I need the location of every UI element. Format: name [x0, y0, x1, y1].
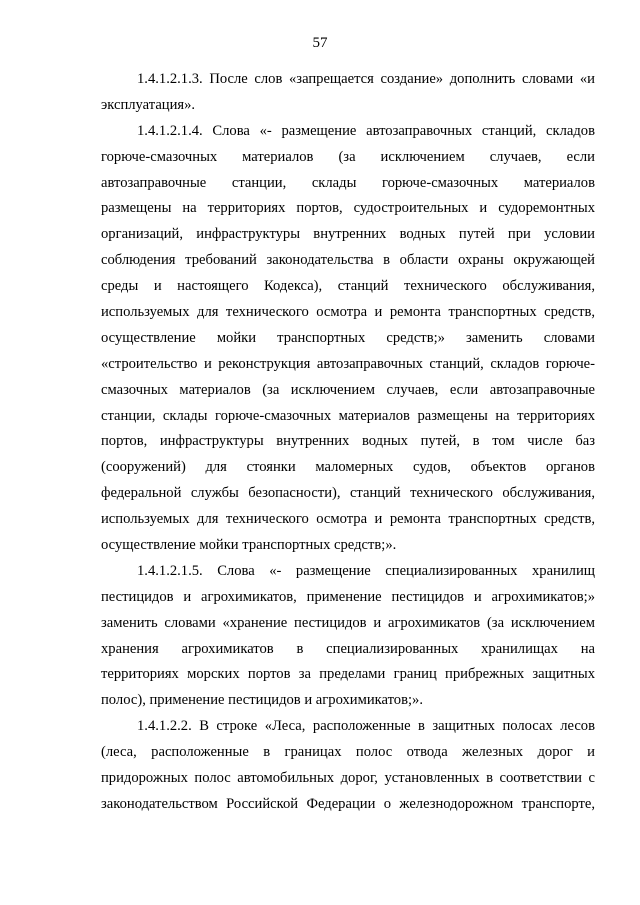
text-line: соблюдения требований законодательства в области охраны окружающей [101, 252, 595, 269]
text-line: (сооружений) для стоянки маломерных судов, объектов органов [101, 459, 595, 476]
text-line: законодательством Российской Федерации о железнодорожном транспорте, [101, 795, 595, 812]
text-line: 1.4.1.2.1.3. После слов «запрещается создание» дополнить словами «и [137, 71, 595, 87]
text-line: горюче-смазочных материалов (за исключением случаев, если [101, 148, 595, 165]
text-line: «строительство и реконструкция автозаправочных станций, складов горюче- [101, 355, 595, 372]
page-number: 57 [312, 35, 328, 51]
text-line: смазочных материалов (за исключением случаев, если автозаправочные [101, 381, 595, 398]
text-line: территориях морских портов за пределами границ прибрежных защитных [101, 666, 595, 683]
paragraph-1-4-1-2-2 [101, 714, 595, 818]
text-line: размещены на территориях портов, судостроительных и судоремонтных [101, 200, 595, 217]
text-line: осуществление мойки транспортных средств;» заменить словами [101, 329, 595, 346]
text-line: 1.4.1.2.1.5. Слова «- размещение специализированных хранилищ [137, 562, 595, 579]
paragraph-1-4-1-2-1-4 [101, 119, 595, 559]
text-line: хранения агрохимикатов в специализированных хранилищах на [101, 640, 595, 657]
text-line: организаций, инфраструктуры внутренних водных путей при условии [101, 226, 595, 243]
text-line: осуществление мойки транспортных средств;». [101, 537, 397, 554]
text-line: 1.4.1.2.2. В строке «Леса, расположенные в защитных полосах лесов [137, 718, 595, 735]
text-line: используемых для технического осмотра и ремонта транспортных средств, [101, 511, 595, 528]
document-body [101, 67, 595, 818]
paragraph-1-4-1-2-1-5 [101, 559, 595, 714]
text-line: 1.4.1.2.1.4. Слова «- размещение автозаправочных станций, складов [137, 122, 595, 139]
text-line: (леса, расположенные в границах полос отвода железных дорог и [101, 744, 595, 761]
text-line: автозаправочные станции, склады горюче-смазочных материалов [101, 174, 595, 191]
text-line: пестицидов и агрохимикатов, применение пестицидов и агрохимикатов;» [101, 588, 595, 605]
text-line: эксплуатация». [101, 96, 196, 113]
text-line: используемых для технического осмотра и ремонта транспортных средств, [101, 304, 595, 321]
text-line: портов, инфраструктуры внутренних водных путей, в том числе баз [101, 433, 595, 450]
text-line: станции, склады горюче-смазочных материалов размещены на территориях [101, 407, 595, 424]
text-line: федеральной службы безопасности), станций технического обслуживания, [101, 485, 595, 502]
paragraph-1-4-1-2-1-3 [101, 67, 595, 119]
text-line: придорожных полос автомобильных дорог, установленных в соответствии с [101, 770, 595, 787]
text-line: полос), применение пестицидов и агрохимикатов;». [101, 692, 423, 709]
text-line: среды и настоящего Кодекса), станций технического обслуживания, [101, 278, 595, 295]
text-line: заменить словами «хранение пестицидов и агрохимикатов (за исключением [101, 614, 595, 631]
